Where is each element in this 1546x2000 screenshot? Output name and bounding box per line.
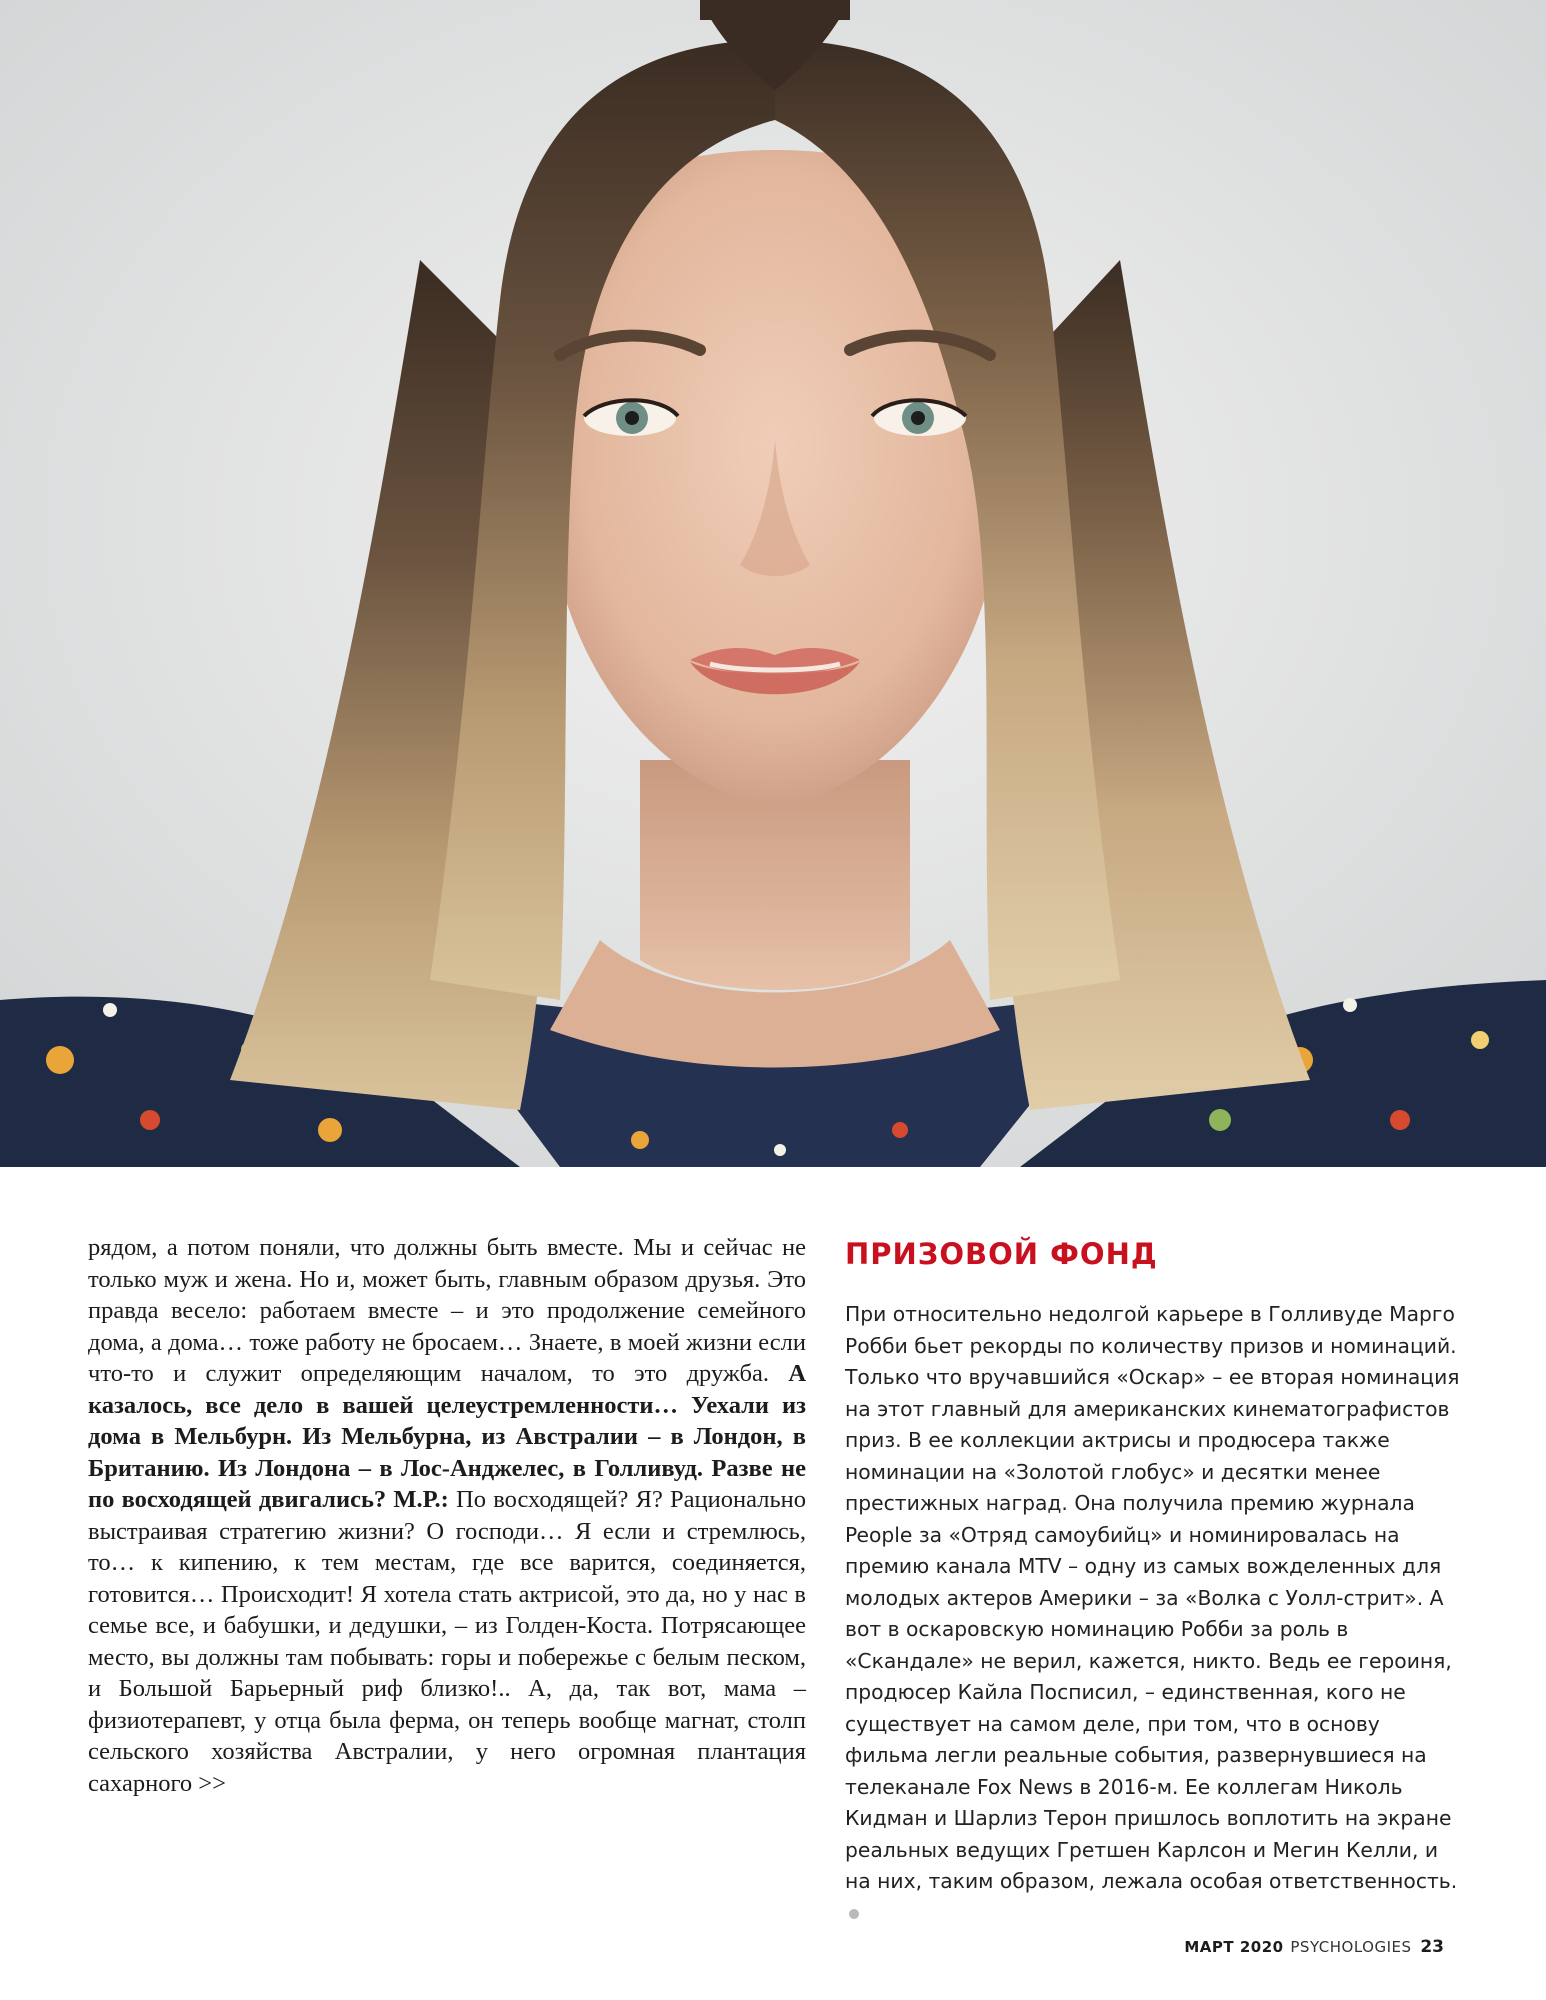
- sidebar-title: ПРИЗОВОЙ ФОНД: [845, 1237, 1158, 1271]
- answer-continuation: рядом, а потом поняли, что должны быть вместе. Мы и сейчас не только муж и жена. Но и, может быть, главным образом друзья. Это правда весело: работаем вместе – и это продолжение семейного дома, а дома… тоже работу не бросаем… Знаете, в моей жизни если что-то и служит определяющим началом, то это дружба. А казалось, все дело в вашей целеустремленности… Уехали из дома в Мельбурн. Из Мельбурна, из Австралии – в Лондон, в Британию. Из Лондона – в Лос-Анджелес, в Голливуд. Разве не по восходящей двигались? М.Р.: По восходящей? Я? Рационально выстраивая стратегию жизни? О господи… Я если и стремлюсь, то… к кипению, к тем местам, где все варится, соединяется, готовится… Происходит! Я хотела стать актрисой, это да, но у нас в семье все, и бабушки, и дедушки, – из Голден-Коста. Потрясающее место, вы должны там побывать: горы и побережье с белым песком, и Большой Барьерный риф близко!.. А, да, так вот, мама – физиотерапевт, у отца была ферма, он теперь вообще магнат, столп сельского хозяйства Австралии, у него огромная плантация сахарного >>: [88, 1234, 807, 1797]
- sidebar-box: [845, 1237, 1463, 1929]
- page-footer: [1184, 1939, 1444, 1956]
- issue-date: МАРТ 2020: [1184, 1938, 1284, 1956]
- continued-marker: >>: [198, 1769, 226, 1797]
- interview-question: А казалось, все дело в вашей целеустремленности… Уехали из дома в Мельбурн. Из Мельбурна, из Австралии – в Лондон, в Британию. Из Лондона – в Лос-Анджелес, в Голливуд. Разве не по восходящей двигались?: [88, 1360, 807, 1513]
- magazine-name: PSYCHOLOGIES: [1290, 1938, 1412, 1956]
- interview-answer: По восходящей? Я? Рационально выстраивая стратегию жизни? О господи… Я если и стремлюсь, то… к кипению, к тем местам, где все варится, соединяется, готовится… Происходит! Я хотела стать актрисой, это да, но у нас в семье все, и бабушки, и дедушки, – из Голден-Коста. Потрясающее место, вы должны там побывать: горы и побережье с белым песком, и Большой Барьерный риф близко!.. А, да, так вот, мама – физиотерапевт, у отца была ферма, он теперь вообще магнат, столп сельского хозяйства Австралии, у него огромная плантация сахарного: [88, 1486, 806, 1797]
- sidebar-text: При относительно недолгой карьере в Голливуде Марго Робби бьет рекорды по количеству призов и номинаций. Только что вручавшийся «Оскар» – ее вторая номинация на этот главный для американских кинематографистов приз. В ее коллекции актрисы и продюсера также номинации на «Золотой глобус» и десятки менее престижных наград. Она получила премию журнала People за «Отряд самоубийц» и номинировалась на премию канала MTV – одну из самых вожделенных для молодых актеров Америки – за «Волка с Уолл-стрит». А вот в оскаровскую номинацию Робби за роль в «Скандале» не верил, кажется, никто. Ведь ее героиня, продюсер Кайла Посписил, – единственная, кого не существует на самом деле, при том, что в основу фильма легли реальные события, развернувшиеся на телеканале Fox News в 2016-м. Ее коллегам Николь Кидман и Шарлиз Терон пришлось воплотить на экране реальных ведущих Гретшен Карлсон и Мегин Келли, и на них, таким образом, лежала особая ответственность.: [845, 1299, 1463, 1929]
- interview-text-column: [88, 1232, 806, 1799]
- speaker-initials: М.Р.:: [393, 1486, 449, 1513]
- grey-dot-icon: [849, 1909, 859, 1919]
- page-number: 23: [1420, 1937, 1444, 1957]
